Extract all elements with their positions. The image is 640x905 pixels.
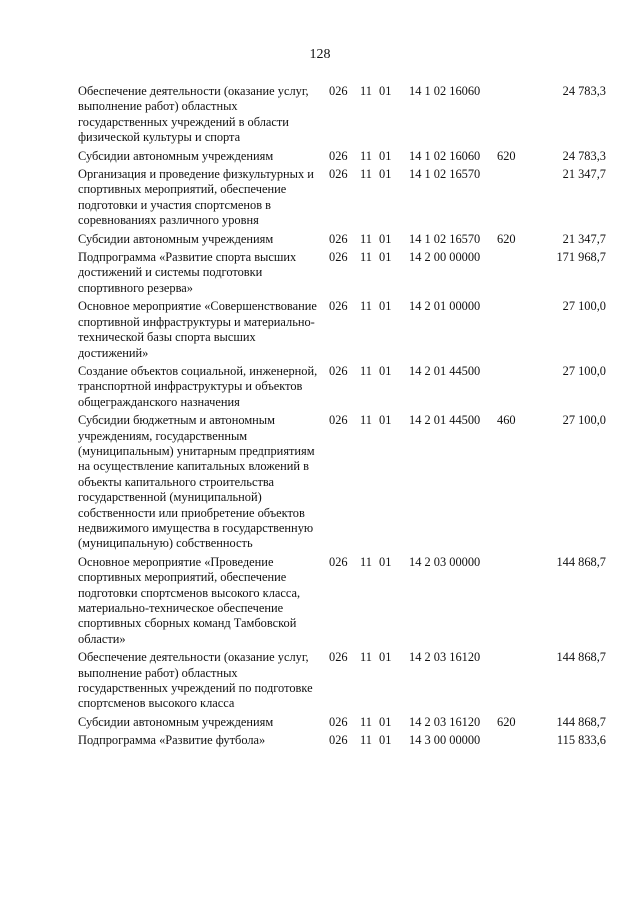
subsection-code: 01 <box>379 413 392 428</box>
table-row <box>0 232 640 247</box>
target-article-code: 14 2 03 00000 <box>409 554 481 569</box>
section-code: 11 <box>360 363 372 378</box>
section-code: 11 <box>360 650 372 665</box>
department-code: 026 <box>329 231 348 246</box>
row-description: Субсидии автономным учреждениям <box>78 231 274 246</box>
row-description: Обеспечение деятельности (оказание услуг, выполнение работ) областных государственных учреждений в области физической культуры и спорта <box>78 84 309 145</box>
department-code: 026 <box>329 554 348 569</box>
table-row <box>0 250 640 296</box>
section-code: 11 <box>360 167 372 182</box>
row-description: Создание объектов социальной, инженерной, транспортной инфраструктуры и объектов общегражданского назначения <box>78 363 318 409</box>
target-article-code: 14 1 02 16570 <box>409 231 481 246</box>
target-article-code: 14 2 01 44500 <box>409 413 481 428</box>
subsection-code: 01 <box>379 84 392 98</box>
department-code: 026 <box>329 650 348 665</box>
row-description: Субсидии автономным учреждениям <box>78 148 274 163</box>
row-description: Субсидии бюджетным и автономным учреждениям, государственным (муниципальным) унитарным предприятиям на осуществление капитальных вложений в объекты капитального строительства государственной (муниципальной) собственности или приобретение объектов недвижимого имущества в государственную (муниципальную) собственность <box>78 413 315 551</box>
amount: 21 347,7 <box>562 231 606 246</box>
section-code: 11 <box>360 733 372 748</box>
amount: 27 100,0 <box>562 299 606 314</box>
row-description: Подпрограмма «Развитие спорта высших достижений и системы подготовки спортивного резерва» <box>78 250 297 295</box>
table-row <box>0 84 640 146</box>
expense-type-code: 620 <box>497 714 516 729</box>
target-article-code: 14 1 02 16060 <box>409 148 481 163</box>
target-article-code: 14 2 03 16120 <box>409 714 481 729</box>
section-code: 11 <box>360 714 372 729</box>
row-description: Основное мероприятие «Совершенствование спортивной инфраструктуры и материально-технической базы спорта высших достижений» <box>78 299 317 360</box>
table-row <box>0 149 640 164</box>
subsection-code: 01 <box>379 650 392 665</box>
target-article-code: 14 2 03 16120 <box>409 650 481 665</box>
expense-type-code: 620 <box>497 231 516 246</box>
amount: 144 868,7 <box>556 714 606 729</box>
amount: 144 868,7 <box>556 650 606 665</box>
page-number: 128 <box>309 47 331 62</box>
table-row <box>0 364 640 410</box>
department-code: 026 <box>329 733 348 748</box>
department-code: 026 <box>329 714 348 729</box>
table-row <box>0 650 640 712</box>
table-row <box>0 413 640 552</box>
amount: 171 968,7 <box>556 250 606 265</box>
subsection-code: 01 <box>379 231 392 246</box>
department-code: 026 <box>329 299 348 314</box>
amount: 115 833,6 <box>556 733 606 748</box>
amount: 21 347,7 <box>562 167 606 182</box>
row-description: Подпрограмма «Развитие футбола» <box>78 733 266 748</box>
amount: 24 783,3 <box>562 84 606 98</box>
section-code: 11 <box>360 84 372 98</box>
target-article-code: 14 2 00 00000 <box>409 250 481 265</box>
department-code: 026 <box>329 250 348 265</box>
section-code: 11 <box>360 148 372 163</box>
subsection-code: 01 <box>379 250 392 265</box>
subsection-code: 01 <box>379 167 392 182</box>
subsection-code: 01 <box>379 299 392 314</box>
target-article-code: 14 2 01 44500 <box>409 363 481 378</box>
amount: 24 783,3 <box>562 148 606 163</box>
table-row <box>0 733 640 748</box>
section-code: 11 <box>360 413 372 428</box>
row-description: Субсидии автономным учреждениям <box>78 714 274 729</box>
target-article-code: 14 1 02 16570 <box>409 167 481 182</box>
row-description: Обеспечение деятельности (оказание услуг, выполнение работ) областных государственных учреждений по подготовке спортсменов высокого класса <box>78 650 313 711</box>
budget-table <box>0 84 640 752</box>
department-code: 026 <box>329 413 348 428</box>
target-article-code: 14 3 00 00000 <box>409 733 481 748</box>
subsection-code: 01 <box>379 363 392 378</box>
section-code: 11 <box>360 299 372 314</box>
amount: 27 100,0 <box>562 413 606 428</box>
table-row <box>0 167 640 229</box>
amount: 144 868,7 <box>556 554 606 569</box>
subsection-code: 01 <box>379 148 392 163</box>
row-description: Основное мероприятие «Проведение спортивных мероприятий, обеспечение подготовки спортсменов высокого класса, материально-техническое обеспечение спортивных сборных команд Тамбовской области» <box>78 554 301 646</box>
subsection-code: 01 <box>379 554 392 569</box>
target-article-code: 14 2 01 00000 <box>409 299 481 314</box>
table-row <box>0 299 640 361</box>
department-code: 026 <box>329 363 348 378</box>
subsection-code: 01 <box>379 733 392 748</box>
section-code: 11 <box>360 231 372 246</box>
expense-type-code: 460 <box>497 413 516 428</box>
amount: 27 100,0 <box>562 363 606 378</box>
section-code: 11 <box>360 250 372 265</box>
department-code: 026 <box>329 148 348 163</box>
expense-type-code: 620 <box>497 148 516 163</box>
department-code: 026 <box>329 167 348 182</box>
row-description: Организация и проведение физкультурных и спортивных мероприятий, обеспечение подготовки и участия спортсменов в соревнованиях различного уровня <box>78 167 314 228</box>
section-code: 11 <box>360 554 372 569</box>
subsection-code: 01 <box>379 714 392 729</box>
department-code: 026 <box>329 84 348 98</box>
target-article-code: 14 1 02 16060 <box>409 84 481 98</box>
table-row <box>0 555 640 647</box>
table-row <box>0 715 640 730</box>
